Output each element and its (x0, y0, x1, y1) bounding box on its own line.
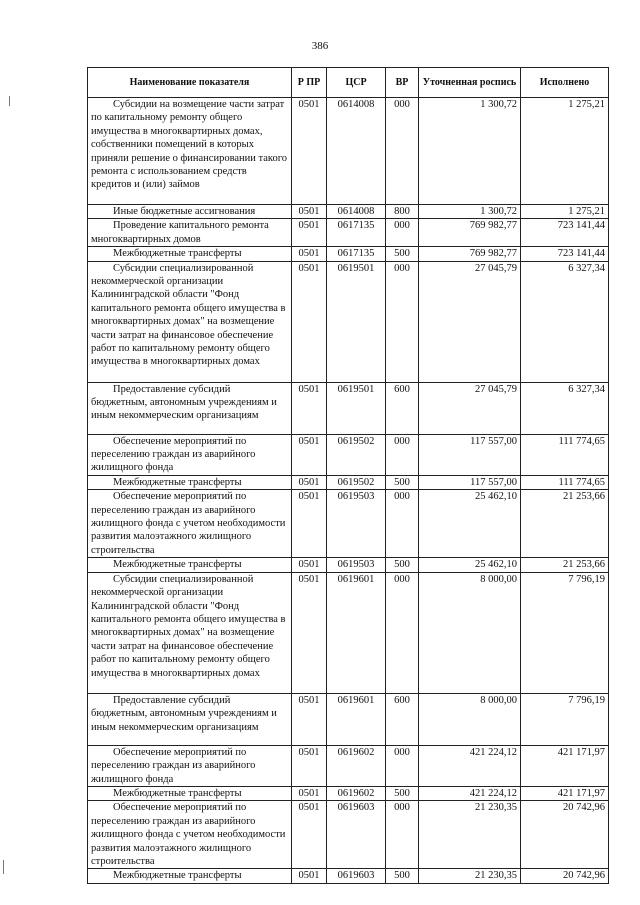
row-vr: 000 (386, 745, 419, 786)
row-name: Обеспечение мероприятий по переселению граждан из аварийного жилищного фонда с учетом необходимости развития малоэтажного жилищного строительства (88, 490, 292, 558)
row-rpr: 0501 (292, 693, 327, 745)
row-csr: 0614008 (327, 205, 386, 219)
table-row (88, 572, 609, 693)
row-csr: 0617135 (327, 219, 386, 247)
table-row (88, 786, 609, 800)
row-rpr: 0501 (292, 869, 327, 883)
row-csr: 0619602 (327, 786, 386, 800)
row-csr: 0619502 (327, 475, 386, 489)
row-csr: 0619503 (327, 558, 386, 572)
column-header-vr: ВР (386, 68, 419, 98)
row-executed: 6 327,34 (521, 382, 609, 434)
column-header-name: Наименование показателя (88, 68, 292, 98)
row-plan: 21 230,35 (419, 869, 521, 883)
row-vr: 000 (386, 801, 419, 869)
row-plan: 1 300,72 (419, 205, 521, 219)
row-csr: 0619502 (327, 434, 386, 475)
row-vr: 600 (386, 693, 419, 745)
row-executed: 723 141,44 (521, 247, 609, 261)
row-name: Проведение капитального ремонта многоквартирных домов (88, 219, 292, 247)
page-number: 386 (311, 40, 329, 52)
row-name: Предоставление субсидий бюджетным, автономным учреждениям и иным некоммерческим организациям (88, 693, 292, 745)
row-name: Обеспечение мероприятий по переселению граждан из аварийного жилищного фонда (88, 434, 292, 475)
row-vr: 800 (386, 205, 419, 219)
row-plan: 769 982,77 (419, 247, 521, 261)
row-executed: 421 171,97 (521, 786, 609, 800)
row-executed: 421 171,97 (521, 745, 609, 786)
row-vr: 500 (386, 869, 419, 883)
row-plan: 117 557,00 (419, 475, 521, 489)
row-rpr: 0501 (292, 572, 327, 693)
table-header-row (88, 68, 609, 98)
row-csr: 0619601 (327, 572, 386, 693)
row-plan: 21 230,35 (419, 801, 521, 869)
row-executed: 21 253,66 (521, 490, 609, 558)
row-vr: 000 (386, 434, 419, 475)
row-executed: 1 275,21 (521, 98, 609, 205)
row-name: Субсидии специализированной некоммерческой организации Калининградской области "Фонд капитального ремонта общего имущества в многоквартирных домах" на возмещение части затрат на финансовое обеспечение работ по капитальному ремонту общего имущества в многоквартирных домах (88, 261, 292, 382)
row-executed: 20 742,96 (521, 801, 609, 869)
scan-edge-mark (9, 96, 10, 106)
row-rpr: 0501 (292, 247, 327, 261)
row-rpr: 0501 (292, 261, 327, 382)
row-name: Межбюджетные трансферты (88, 558, 292, 572)
row-rpr: 0501 (292, 219, 327, 247)
row-rpr: 0501 (292, 98, 327, 205)
row-rpr: 0501 (292, 382, 327, 434)
row-vr: 000 (386, 572, 419, 693)
row-executed: 723 141,44 (521, 219, 609, 247)
row-rpr: 0501 (292, 475, 327, 489)
row-vr: 500 (386, 475, 419, 489)
row-vr: 000 (386, 98, 419, 205)
row-csr: 0619501 (327, 261, 386, 382)
row-name: Межбюджетные трансферты (88, 247, 292, 261)
row-vr: 500 (386, 558, 419, 572)
row-csr: 0614008 (327, 98, 386, 205)
row-plan: 421 224,12 (419, 745, 521, 786)
row-rpr: 0501 (292, 205, 327, 219)
row-executed: 7 796,19 (521, 572, 609, 693)
row-name: Субсидии специализированной некоммерческой организации Калининградской области "Фонд капитального ремонта общего имущества в многоквартирных домах" на возмещение части затрат на финансовое обеспечение работ по капитальному ремонту общего имущества в многоквартирных домах (88, 572, 292, 693)
row-executed: 6 327,34 (521, 261, 609, 382)
column-header-rpr: Р ПР (292, 68, 327, 98)
column-header-plan: Уточненная роспись (419, 68, 521, 98)
row-name: Межбюджетные трансферты (88, 869, 292, 883)
row-rpr: 0501 (292, 490, 327, 558)
row-csr: 0619503 (327, 490, 386, 558)
row-plan: 25 462,10 (419, 558, 521, 572)
row-csr: 0619601 (327, 693, 386, 745)
column-header-executed: Исполнено (521, 68, 609, 98)
row-vr: 600 (386, 382, 419, 434)
table-row (88, 219, 609, 247)
row-name: Межбюджетные трансферты (88, 475, 292, 489)
row-plan: 25 462,10 (419, 490, 521, 558)
row-csr: 0617135 (327, 247, 386, 261)
row-name: Субсидии на возмещение части затрат по капитальному ремонту общего имущества в многоквартирных домах, собственники помещений в которых приняли решение о финансировании такого ремонта с использованием средств кредитов и (или) займов (88, 98, 292, 205)
row-plan: 769 982,77 (419, 219, 521, 247)
row-csr: 0619602 (327, 745, 386, 786)
row-plan: 8 000,00 (419, 693, 521, 745)
row-vr: 500 (386, 247, 419, 261)
row-csr: 0619603 (327, 801, 386, 869)
row-executed: 7 796,19 (521, 693, 609, 745)
table-row (88, 205, 609, 219)
row-rpr: 0501 (292, 434, 327, 475)
row-name: Предоставление субсидий бюджетным, автономным учреждениям и иным некоммерческим организациям (88, 382, 292, 434)
row-plan: 1 300,72 (419, 98, 521, 205)
table-row (88, 693, 609, 745)
row-csr: 0619603 (327, 869, 386, 883)
row-name: Межбюджетные трансферты (88, 786, 292, 800)
row-vr: 000 (386, 219, 419, 247)
table-row (88, 869, 609, 883)
row-vr: 000 (386, 261, 419, 382)
column-header-csr: ЦСР (327, 68, 386, 98)
row-vr: 000 (386, 490, 419, 558)
table-row (88, 261, 609, 382)
scan-edge-mark (3, 860, 4, 874)
table-row (88, 745, 609, 786)
row-name: Обеспечение мероприятий по переселению граждан из аварийного жилищного фонда с учетом необходимости развития малоэтажного жилищного строительства (88, 801, 292, 869)
table-row (88, 98, 609, 205)
row-plan: 117 557,00 (419, 434, 521, 475)
row-rpr: 0501 (292, 558, 327, 572)
row-plan: 27 045,79 (419, 261, 521, 382)
row-rpr: 0501 (292, 801, 327, 869)
row-csr: 0619501 (327, 382, 386, 434)
row-plan: 8 000,00 (419, 572, 521, 693)
row-executed: 111 774,65 (521, 475, 609, 489)
row-executed: 21 253,66 (521, 558, 609, 572)
row-executed: 20 742,96 (521, 869, 609, 883)
table-row (88, 801, 609, 869)
table-row (88, 247, 609, 261)
budget-execution-table (87, 67, 609, 884)
table-row (88, 434, 609, 475)
row-executed: 111 774,65 (521, 434, 609, 475)
row-vr: 500 (386, 786, 419, 800)
row-plan: 421 224,12 (419, 786, 521, 800)
row-rpr: 0501 (292, 786, 327, 800)
table-row (88, 475, 609, 489)
row-plan: 27 045,79 (419, 382, 521, 434)
table-row (88, 490, 609, 558)
row-name: Иные бюджетные ассигнования (88, 205, 292, 219)
row-rpr: 0501 (292, 745, 327, 786)
table-row (88, 558, 609, 572)
row-name: Обеспечение мероприятий по переселению граждан из аварийного жилищного фонда (88, 745, 292, 786)
table-row (88, 382, 609, 434)
row-executed: 1 275,21 (521, 205, 609, 219)
